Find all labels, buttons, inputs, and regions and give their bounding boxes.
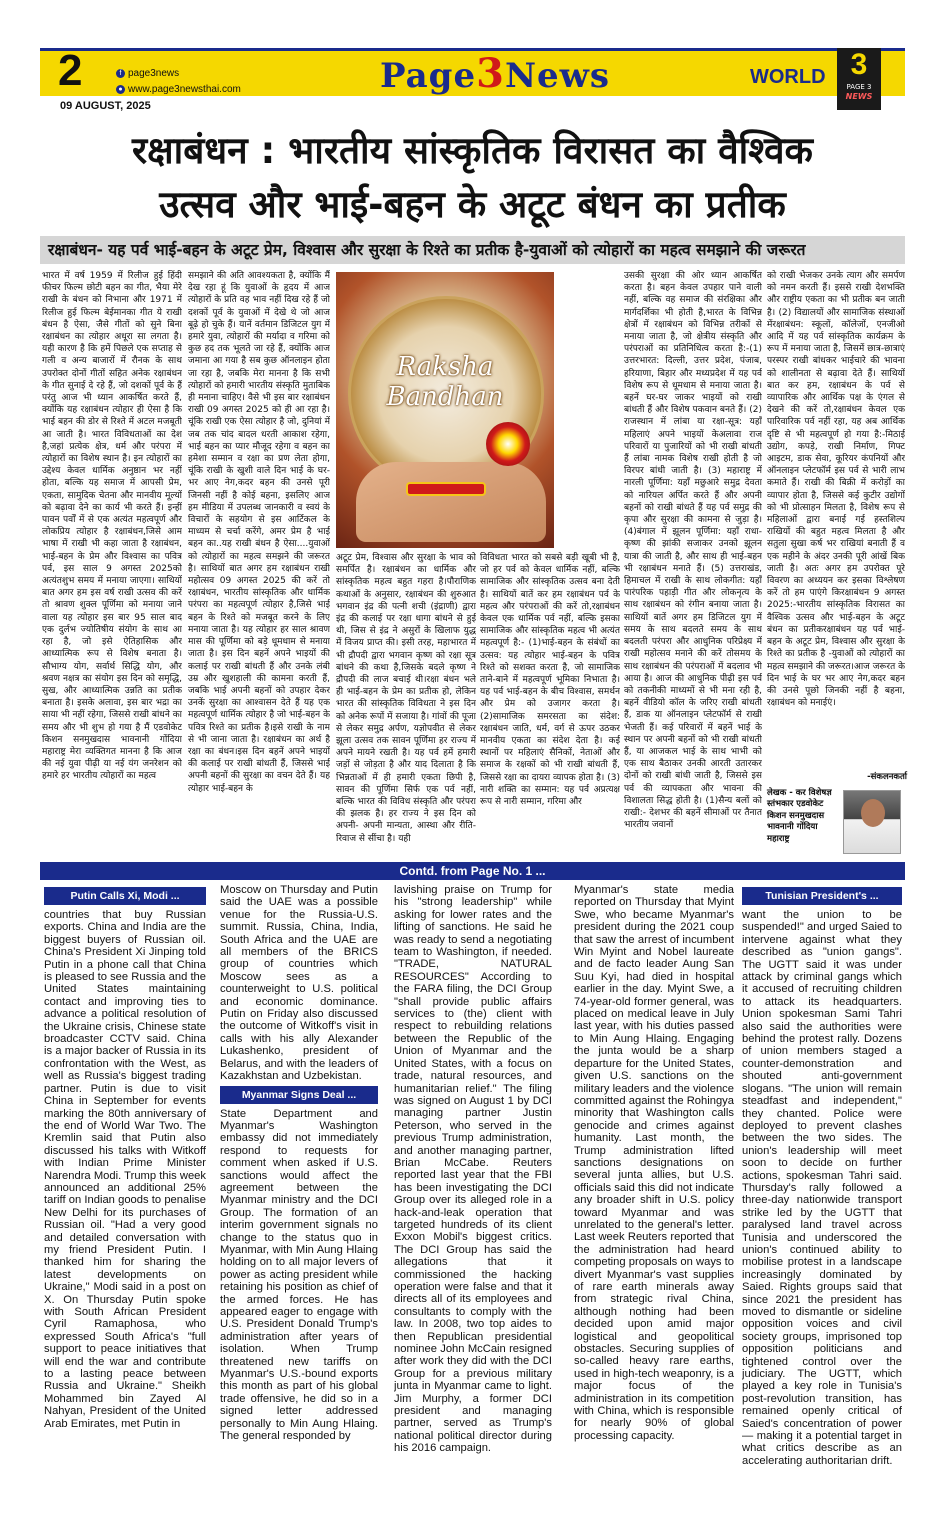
issue-date: 09 AUGUST, 2025 bbox=[60, 100, 151, 112]
section-head-tunisia[interactable]: Tunisian President's ... bbox=[742, 887, 902, 905]
subheadline: रक्षाबंधन- यह पर्व भाई-बहन के अटूट प्रेम, विश्वास और सुरक्षा के रिश्ते का प्रतीक है-युवाओं को त्योहारों का महत्व समझाने की जरूरत bbox=[40, 236, 905, 264]
article-column-2: समझाने की अति आवश्यकता है, क्योंकि मैं देख रहा हूं कि युवाओं के हृदय में आज त्योहारों के प्रति वह भाव नहीं दिख रहे हैं जो दशकों पूर्व के युवाओं में देखे थे जो आज बूढ़े हो चुके हैं। यानें वर्तमान डिजिटल युग में हमारे युवा, त्योहारों की मर्यादा व गरिमा को कुछ हद तक भूलते जा रहे हैं, क्योंकि आज जमाना आ गया है सब कुछ ऑनलाइन होता जा रहा है, जबकि मेरा मानना है कि सभी त्योहारों को हमारी भारतीय संस्कृति मुताबिक ही मनाना चाहिए। वैसे भी इस बार रक्षाबंधन राखी 09 अगस्त 2025 को ही आ रहा है। चूंकि राखी एक ऐसा त्योहार है जो, दुनियां में जब तक चांद बादल धरती आकाश रहेगा, भाई बहन का प्यार मौजूद रहेगा व बहन का हमेशा सम्मान व रक्षा का प्रण लेता होगा, चूंकि राखी के खुशी वाले दिन भाई के घर-भर आए नेग,कदर बहन की उनसे पूरी जिनसी नहीं है कोई बहना, इसलिए आज हम मीडिया में उपलब्ध जानकारी व स्वयं के विचारों के सहयोग से इस आर्टिकल के माध्यम से चर्चा करेंगे, अमर प्रेम है भाई बहन का..यह राखी बंधन है ऐसा....युवाओं को त्योहारों का महत्व समझने की जरूरत है। साथियों बात अगर हम रक्षाबंधन राखी महोत्सव 09 अगस्त 2025 की करें तो रक्षाबंधन, भारतीय सांस्कृतिक और धार्मिक परंपरा का महत्वपूर्ण त्योहार है,जिसे भाई बहन के रिश्ते को मजबूत करने के लिए मनाया जाता है। यह त्योहार हर साल श्रावण मास की पूर्णिमा को बड़े धूमधाम से मनाया जाता है। इस दिन बहनें अपने भाइयों की कलाई पर राखी बांधती हैं और उनके लंबी उम्र और खुशहाली की कामना करती हैं, जबकि भाई अपनी बहनों को उपहार देकर उनकें सुरक्षा का आश्वासन देते हैं यह एक महत्वपूर्ण धार्मिक त्योहार है जो भाई-बहन के पवित्र रिश्ते का प्रतीक है।इसे राखी के नाम से भी जाना जाता है। रक्षाबंधन का अर्थ है रक्षा का बंधन।इस दिन बहनें अपने भाइयों की कलाई पर राखी बांधती हैं, जिससे भाई अपनी बहनों की सुरक्षा का वचन देते हैं। यह त्योहार भाई-बहन के bbox=[188, 271, 330, 794]
globe-icon: ● bbox=[116, 85, 125, 94]
article-column-3: अटूट प्रेम, विश्वास और सुरक्षा के भाव को समर्पित है। रक्षाबंधन का धार्मिक और सांस्कृतिक महत्व बहुत गहरा है।पौराणिक कथाओं के अनुसार, रक्षाबंधन की शुरुआत भगवान इंद्र की पत्नी शची (इंद्राणी) द्वारा इंद्र की कलाई पर रक्षा धागा बांधने से हुई थी, जिस से इंद्र ने असुरों के खिलाफ युद्ध में विजय प्राप्त की। इसी तरह, महाभारत में भी द्रौपदी द्वारा भगवान कृष्ण को रक्षा सूत्र बांधने की कथा है,जिसके बदले कृष्ण ने द्रौपदी की लाज बचाई थी।रक्षा बंधन भले ही भाई-बहन के प्रेम का प्रतीक हो, लेकिन भारत की सांस्कृतिक विविधता ने इस दिन को अनेक रूपों में सजाया है। गांवों की पूजा से लेकर समुद्र अर्पण, यज्ञोपवीत से लेकर झूला उत्सव तक सावन पूर्णिमा हर राज्य में अपने मायने रखती है। यह पर्व हमें हमारी जड़ों से जोड़ता है और याद दिलाता है कि भिन्नताओं में ही हमारी एकता छिपी है, सावन की पूर्णिमा सिर्फ एक पर्व नहीं, बल्कि भारत की विविध संस्कृति और परंपरा की झलक है। हर राज्य ने इस दिन को अपनी- अपनी मान्यता, आस्था और रीति-रिवाज से सींचा है। यही bbox=[336, 553, 476, 844]
signoff: -संकलनकर्ता bbox=[867, 772, 907, 782]
masthead bbox=[40, 44, 905, 112]
myanmar-story-contd-2: Myanmar's state media reported on Thursday that Myint Swe, who became Myanmar's president during the 2021 coup that saw the arrest of incumbent Win Myint and Nobel laureate and de facto leader Aung San Suu Kyi, had died in hospital earlier in the day. Myint Swe, a 74-year-old former general, was placed on medical leave in July last year, with his duties passed to Min Aung Hlaing. Engaging the junta would be a sharp departure for the United States, given U.S. sanctions on the military leaders and the violence committed against the Rohingya minority that Washington calls genocide and crimes against humanity. Last month, the Trump administration lifted sanctions designations on several junta allies, but U.S. officials said this did not indicate any broader shift in U.S. policy toward Myanmar and was unrelated to the general's letter. Last week Reuters reported that the administration had heard competing proposals on ways to divert Myanmar's vast supplies of rare earth minerals away from strategic rival China, although nothing had been decided upon amid major logistical and geopolitical obstacles. Securing supplies of so-called heavy rare earths, used in high-tech weaponry, is a major focus of the administration in its competition with China, which is responsible for nearly 90% of global processing capacity. bbox=[574, 884, 734, 1442]
putin-story-contd: Moscow on Thursday and Putin said the UAE was a possible venue for the Russia-U.S. summit. Russia, China, India, South Africa and the UAE are all members of the BRICS group of countries which Moscow sees as a counterweight to U.S. political and economic dominance. Putin on Friday also discussed the outcome of Witkoff's visit in calls with his ally Alexander Lukashenko, president of Belarus, and with the leaders of Kazakhstan and Uzbekistan. bbox=[220, 884, 378, 1083]
raksha-bandhan-image bbox=[336, 272, 554, 548]
tunisia-story: want the union to be suspended!" and urged Saied to intervene against what they described as "union gangs". The UGTT said it was under attack by criminal gangs which it accused of recruiting children to attack its headquarters. Union spokesman Sami Tahri also said the authorities were behind the protest rally. Dozens of union members staged a counter-demonstration and shouted anti-government slogans. "The union will remain steadfast and independent," they chanted. Police were deployed to prevent clashes between the two sides. The union's leadership will meet soon to decide on further actions, spokesman Tahri said. Thursday's rally followed a three-day nationwide transport strike led by the UGTT that paralysed land travel across Tunisia and underscored the union's continued ability to mobilise protest in a landscape increasingly dominated by Saied. Rights groups said that since 2021 the president has moved to dismantle or sideline opposition voices and civil society groups, imprisoned top opposition politicians and tightened control over the judiciary. The UGTT, which played a key role in Tunisia's post-revolution transition, has remained openly critical of Saied's concentration of power — making it a potential target in what critics describe as an accelerating authoritarian drift. bbox=[742, 909, 902, 1467]
rakhi-band bbox=[406, 482, 486, 496]
english-column-2 bbox=[220, 884, 378, 1514]
page-number: 2 bbox=[58, 46, 83, 95]
article-column-6: को राखी भेजकर उनके त्याग और समर्पण को नमन करती हैं। इससे राखी देशभक्ति और राष्ट्रीय एकता का भी प्रतीक बन जाती है। (2) विद्यालयों और सामाजिक संस्थाओं मेंरक्षाबंधन: स्कूलों, कॉलेजों, एनजीओ आदि में यह पर्व सांस्कृतिक कार्यक्रम के रूप में मनाया जाता है, जिसमें छात्र-छात्राएं परस्पर राखी बांधकर भाईचारे की भावना को शालीनता से बढ़ावा देते हैं। साथियों बात कर हम, रक्षाबंधन के पर्व से व्यापारिक और आर्थिक पक्ष के एंगल से देखने की करें तो,रक्षाबंधन केवल एक पारिवारिक पर्व नहीं रहा, यह अब आर्थिक दृष्टि से भी महत्वपूर्ण हो गया है:-मिठाई उद्योग, कपड़े, राखी निर्माण, गिफ्ट आइटम, डाक सेवा, कूरियर कंपनियों और ऑनलाइन प्लेटफॉर्म इस पर्व से भारी लाभ कमाते हैं। राखी की बिक्री में करोड़ों का व्यापार होता है, जिससे कई कुटीर उद्योगों को भी प्रोत्साहन मिलता है, विशेष रूप से महिलाओं द्वारा बनाई गई हस्तशिल्प राखियों की बहुत महत्व मिलता है और सतुला सुखा कर्ष भर राखियां बनाती हैं व एक महीने के अंदर उनकी पूरी आंखें बिक जाती है। अतः अगर हम उपरोक्त पूरे विवरण का अध्ययन कर इसका विश्लेषण करें तो हम पाएंगे किरक्षाबंधन 9 अगस्त 2025:-भारतीय सांस्कृतिक विरासत का वैश्विक उत्सव और भाई-बहन के अटूट बंधन का प्रतीकरक्षाबंधन यह पर्व भाई-बहन के अटूट प्रेम, विश्वास और सुरक्षा के रिश्ते का प्रतीक है -युवाओं को त्योहारों का महत्व समझाने की जरूरत।आज जरूरत के दिन भाई के घर भर आए नेग,कदर बहन की उनसे पूछो जिनकी नहीं है बहना, रक्षाबंधन को मनाईएं। bbox=[767, 271, 905, 709]
section-head-myanmar[interactable]: Myanmar Signs Deal ... bbox=[220, 1086, 378, 1104]
english-column-5 bbox=[742, 884, 902, 1514]
page3-badge: 3 PAGE 3 NEWS bbox=[837, 48, 881, 110]
newspaper-logo: Page3News bbox=[380, 50, 611, 97]
section-label: WORLD bbox=[750, 66, 826, 88]
english-column-4 bbox=[574, 884, 734, 1514]
social-handle[interactable]: page3news bbox=[128, 68, 180, 79]
rakhi-icon bbox=[486, 422, 530, 466]
social-links bbox=[116, 66, 241, 98]
image-caption: Raksha Bandhan bbox=[386, 352, 504, 412]
main-headline: रक्षाबंधन : भारतीय सांस्कृतिक विरासत का वैश्विक उत्सव और भाई-बहन के अटूट बंधन का प्रतीक bbox=[132, 129, 813, 226]
contd-banner: Contd. from Page No. 1 ... bbox=[40, 862, 905, 880]
myanmar-story-contd: lavishing praise on Trump for his "strong leadership" while asking for lower rates and the lifting of sanctions. He said he was ready to send a negotiating team to Washington, if needed. "TRADE, NATURAL RESOURCES" According to the FARA filing, the DCI Group "shall provide public affairs services to (the) client with respect to rebuilding relations between the Republic of the Union of Myanmar and the United States, with a focus on trade, natural resources, and humanitarian relief." The filing was signed on August 1 by DCI managing partner Justin Peterson, who served in the previous Trump administration, and another managing partner, Brian McCabe. Reuters reported last year that the FBI has been investigating the DCI Group over its alleged role in a hack-and-leak operation that targeted hundreds of its client Exxon Mobil's biggest critics. The DCI Group has said the allegations that it commissioned the hacking operation were false and that it directs all of its employees and consultants to comply with the law. In 2008, two top aides to then Republican presidential nominee John McCain resigned after work they did with the DCI Group for a previous military junta in Myanmar came to light. Jim Murphy, a former DCI president and managing partner, served as Trump's national political director during his 2016 campaign. bbox=[394, 884, 552, 1455]
author-credit: -संकलनकर्ता लेखक - कर विशेषज्ञ स्तंभकार एडवोकेट किशन सनमुखदास भावनानी गोंदिया महाराष्ट्र bbox=[767, 772, 907, 844]
website-link[interactable]: www.page3newsthai.com bbox=[128, 84, 241, 95]
section-head-putin[interactable]: Putin Calls Xi, Modi ... bbox=[44, 887, 206, 905]
facebook-icon: f bbox=[116, 69, 125, 78]
myanmar-story: State Department and Myanmar's Washington embassy did not immediately respond to requests for comment when asked if U.S. sanctions would affect the agreement between the Myanmar ministry and the DCI Group. The formation of an interim government signals no change to the status quo in Myanmar, with Min Aung Hlaing holding on to all major levers of power as acting president while retaining his position as chief of the armed forces. He has appeared eager to engage with U.S. President Donald Trump's administration after years of isolation. When Trump threatened new tariffs on Myanmar's U.S.-bound exports this month as part of his global trade offensive, he did so in a signed letter addressed personally to Min Aung Hlaing. The general responded by bbox=[220, 1107, 378, 1443]
english-column-3 bbox=[394, 884, 552, 1514]
putin-story: countries that buy Russian exports. China and India are the biggest buyers of Russian oil. China's President Xi Jinping told Putin in a phone call that China is pleased to see Russia and the United States maintaining contact and improving ties to advance a political resolution of the Ukraine crisis, Chinese state broadcaster CCTV said. China is a major backer of Russia in its confrontation with the West, as well as Russia's biggest trading partner. Putin is due to visit China in September for events marking the 80th anniversary of the end of World War Two. The Kremlin said that Putin also discussed his talks with Witkoff with Indian Prime Minister Narendra Modi. Trump this week announced an additional 25% tariff on Indian goods to penalise New Delhi for its purchases of Russian oil. "Had a very good and detailed conversation with my friend President Putin. I thanked him for sharing the latest developments on Ukraine," Modi said in a post on X. On Thursday Putin spoke with South African President Cyril Ramaphosa, who expressed South Africa's "full support to peace initiatives that will end the war and contribute to a lasting peace between Russia and Ukraine." Sheikh Mohammed bin Zayed Al Nahyan, President of the United Arab Emirates, met Putin in bbox=[44, 909, 206, 1430]
english-column-1 bbox=[44, 884, 206, 1514]
author-avatar bbox=[843, 790, 901, 854]
wrist-shape bbox=[356, 462, 546, 542]
article-column-5: उसकी सुरक्षा की ओर ध्यान आकर्षित करता है। बहन केवल उपहार पाने वाली नहीं, बल्कि वह समाज की संरक्षिका और मार्गदर्शिका भी होती है,भारत के विभिन्न क्षेत्रों में रक्षाबंधन को विभिन्न तरीकों से मनाया जाता है, जो क्षेत्रीय संस्कृति और परंपराओं का प्रतिनिधित्व करता है:-(1) उत्तरभारत: दिल्ली, उत्तर प्रदेश, पंजाब, हरियाणा, बिहार और मध्यप्रदेश में यह पर्व विशेष रूप से धूमधाम से मनाया जाता है। बहनें घर-घर जाकर भाइयों को राखी बांधती हैं और विशेष पकवान बनते हैं। (2) राजस्थान में लांबा या रक्षा-सूत्र: यहाँ महिलाएं अपने भाइयों केअलावा राज परिवारों या पुजारियों को भी राखी बांधती हैं लांबा नामक विशेष राखी होती है जो विरपर बांधी जाती है। (3) महाराष्ट्र में नारली पूर्णिमा: यहाँ मछुआरे समुद्र देवता को नारियल अर्पित करते हैं और अपनी बहनों को राखी बांधते हैं यह पर्व समुद्र की कृपा और सुरक्षा की कामना से जुड़ा है। (4)बंगाल में झूलन पूर्णिमा: यहाँ राधा-कृष्ण की झांकी सजाकर उनको झूलन यात्रा की जाती है, और साथ ही भाई-बहन भी रक्षाबंधन मनाते हैं। (5) उत्तराखंड, हिमाचल में राखी के साथ लोकगीत: यहाँ पारंपरिक पहाड़ी गीत और लोकनृत्य के साथ रक्षाबंधन को रंगीन बनाया जाता है। साथियों बातें अगर हम डिजिटल युग में समय के साथ बदलते समय के साथ बदलती परंपरा और आधुनिक परिप्रेक्ष्य में राखी महोत्सव मनाने की करें तोसमय के साथ रक्षाबंधन की परंपराओं में बदलाव भी आया है। आज की आधुनिक पीढ़ी इस पर्व को तकनीकी माध्यमों से भी मना रही है, बहनें वीडियो कॉल के जरिए राखी बांधती हैं, डाक या ऑनलाइन प्लेटफॉर्म से राखी भेजती हैं। कई परिवारों में बहनें भाई के स्थान पर अपनी बहनों को भी राखी बांधती हैं, या आजकल भाई के साथ भाभी को एक साथ बैठाकर उनकी आरती उतारकर दोनों को राखी बांधी जाती है, जिससे इस पर्व की व्यापकता और भावना की विशालता सिद्ध होती है। (1)सैन्य बलों को राखी:- देशभर की बहनें सीमाओं पर तैनात भारतीय जवानों bbox=[624, 271, 762, 831]
article-column-1: भारत में वर्ष 1959 में रिलीज हुई हिंदी फीचर फिल्म छोटी बहन का गीत, भैया मेरे राखी के बंधन को निभाना और 1971 में रिलीज हुई फिल्म बेईमानका गीत ये राखी बंधन है ऐसा, जैसे गीतों को सुने बिना रक्षाबंधन का त्योहार अधूरा सा लगता है। यही कारण है कि हमें पिछले एक सप्ताह से गली व अन्य बाजारों में रौनक के साथ उपरोक्त दोनों गीतों सहित अनेक रक्षाबंधन के गीत सुनाई दे रहे हैं, जो दशकों पूर्व के हैं परंतु आज भी ध्यान आकर्षित करते हैं, क्योंकि यह रक्षाबंधन त्योहार ही ऐसा है कि भाई बहन की डोर से रिश्ते में अटल मजबूती आ जाती है। भारत विविधताओं का देश है,जहां प्रत्येक क्षेत्र, धर्म और परंपरा में त्योहारों का विशेष स्थान है। इन त्योहारों का उद्देश्य केवल धार्मिक अनुष्ठान भर नहीं होता, बल्कि यह समाज में आपसी प्रेम, एकता, सामुदिक चेतना और मानवीय मूल्यों को बढ़ावा देने का कार्य भी करते हैं। इन्हीं पावन पर्वों में से एक अत्यंत महत्वपूर्ण और लोकप्रिय त्योहार है रक्षाबंधन,जिसे आम भाषा में राखी भी कहा जाता है रक्षाबंधन, भाई-बहन के प्रेम और विश्वास का पवित्र पर्व, इस साल 9 अगस्त 2025को अत्यंतशुभ समय में मनाया जाएगा। साथियों बात अगर हम इस वर्ष राखी उत्सव की करें तो श्रावण शुक्ल पूर्णिमा को मनाया जाने वाला यह त्योहार इस बार 95 साल बाद एक दुर्लभ ज्योतिषीय संयोग के साथ आ रहा है, जो इसे ऐतिहासिक और आध्यात्मिक रूप से विशेष बनाता है। सौभाग्य योग, सर्वार्थ सिद्धि योग, और श्रवण नक्षत्र का संयोग इस दिन को समृद्धि, सुख, और आध्यात्मिक उन्नति का प्रतीक बनाता है। इसके अलावा, इस बार भद्रा का साया भी नहीं रहेगा, जिससे राखी बांधने का समय और भी शुभ हो गया है मैं एडवोकेट किशन सनमुखदास भावनानी गोंदिया महाराष्ट्र मेरा व्यक्तिगत मानना है कि आज की नई युवा पीढ़ी या नई यंग जनरेशन को हमारे हर भारतीय त्योहारों का महत्व bbox=[42, 271, 182, 782]
article-column-4: विविधता भारत को सबसे बड़ी खूबी भी है, जो हर पर्व को केवल धार्मिक नहीं, बल्कि सामाजिक और सांस्कृतिक उत्सव बना देती है। साथियों बातें कर हम रक्षाबंधन पर्व के महत्व और परंपराओं की करें तो,रक्षाबंधन केवल एक धार्मिक पर्व नहीं, बल्कि इसका सामाजिक और सांस्कृतिक महत्व भी अत्यंत महत्वपूर्ण है:- (1)भाई-बहन के संबंधों का उत्सव: यह त्योहार भाई-बहन के पवित्र रिश्ते को सशक्त करता है, जो सामाजिक ताने-बाने में महत्वपूर्ण भूमिका निभाता है। यह पर्व भाई-बहन के बीच विश्वास, समर्थन और प्रेम को उजागर करता है। (2)सामाजिक समरसता का संदेश: रक्षाबंधन जाति, धर्म, वर्ग से ऊपर उठकर मानवीय एकता का संदेश देता है। कई स्थानों पर महिलाएं सैनिकों, नेताओं और समाज के रक्षकों को भी राखी बांधती हैं, जिससे रक्षा का दायरा व्यापक होता है। (3) नारी शक्ति का सम्मान: यह पर्व अप्रत्यक्ष रूप से नारी सम्मान, गरिमा और bbox=[480, 553, 620, 808]
